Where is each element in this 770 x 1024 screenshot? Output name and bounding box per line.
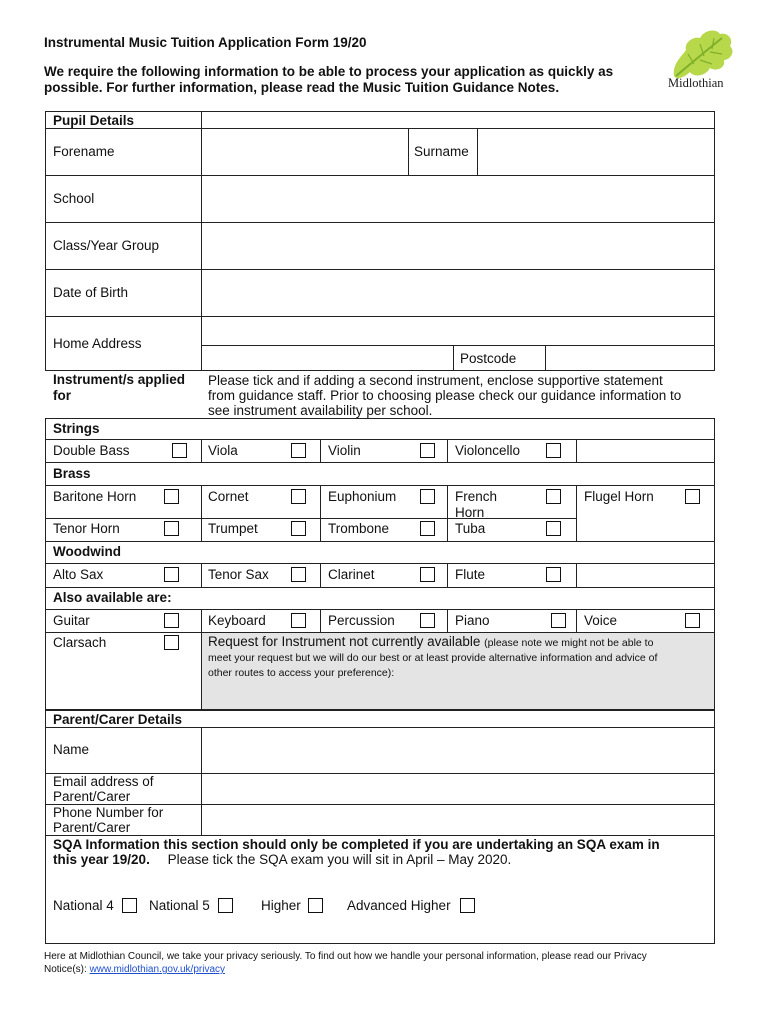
intro-line-2: possible. For further information, please read the Music Tuition Guidance Notes. (44, 80, 560, 95)
parent-name-label: Name (53, 742, 90, 757)
national-5-label: National 5 (149, 898, 210, 913)
piano-label: Piano (455, 613, 490, 628)
forename-field[interactable] (203, 130, 406, 174)
home-address-field[interactable] (203, 318, 713, 344)
privacy-footer (44, 950, 704, 976)
instrument-label-line-1: Instrument/s applied (53, 372, 186, 387)
percussion-label: Percussion (328, 613, 395, 628)
violin-label: Violin (328, 443, 361, 458)
divider (45, 269, 715, 270)
flugel-horn-checkbox[interactable] (685, 489, 700, 504)
sqa-heading-line-1: SQA Information this section should only be completed if you are undertaking an SQA exam in (53, 837, 660, 852)
divider (45, 485, 715, 486)
instrument-applied-label (53, 372, 185, 404)
request-main-text: Request for Instrument not currently available (208, 634, 481, 649)
dob-label: Date of Birth (53, 285, 129, 300)
divider (45, 175, 715, 176)
dob-field[interactable] (203, 271, 713, 315)
divider (576, 609, 577, 632)
email-label (53, 774, 154, 804)
divider (453, 345, 454, 371)
clarsach-label: Clarsach (53, 635, 107, 650)
brass-heading: Brass (53, 466, 91, 481)
divider (477, 128, 478, 175)
percussion-checkbox[interactable] (420, 613, 435, 628)
sqa-instruction: Please tick the SQA exam you will sit in April – May 2020. (167, 852, 512, 867)
divider (320, 609, 321, 632)
forename-label: Forename (53, 144, 115, 159)
flute-checkbox[interactable] (546, 567, 561, 582)
cornet-checkbox[interactable] (291, 489, 306, 504)
pupil-details-heading: Pupil Details (53, 113, 135, 128)
divider (320, 563, 321, 587)
violoncello-checkbox[interactable] (546, 443, 561, 458)
trombone-label: Trombone (328, 521, 390, 536)
higher-label: Higher (261, 898, 301, 913)
tenor-sax-label: Tenor Sax (208, 567, 269, 582)
voice-label: Voice (584, 613, 618, 628)
school-label: School (53, 191, 95, 206)
national-4-checkbox[interactable] (122, 898, 137, 913)
advanced-higher-label: Advanced Higher (347, 898, 451, 913)
divider (45, 609, 715, 610)
divider (45, 541, 715, 542)
violoncello-label: Violoncello (455, 443, 521, 458)
email-field[interactable] (203, 775, 713, 803)
intro-text (44, 64, 664, 96)
viola-label: Viola (208, 443, 238, 458)
divider (320, 439, 321, 462)
euphonium-checkbox[interactable] (420, 489, 435, 504)
divider (45, 316, 715, 317)
advanced-higher-checkbox[interactable] (460, 898, 475, 913)
keyboard-label: Keyboard (208, 613, 266, 628)
woodwind-heading: Woodwind (53, 544, 121, 559)
tenor-sax-checkbox[interactable] (291, 567, 306, 582)
divider (201, 485, 202, 541)
guitar-label: Guitar (53, 613, 90, 628)
phone-label (53, 805, 163, 835)
logo-text: Midlothian (668, 76, 724, 90)
divider (201, 727, 202, 835)
instrument-note-line-3: see instrument availability per school. (208, 403, 433, 418)
email-label-line-2: Parent/Carer (53, 789, 131, 804)
sqa-line-2 (53, 852, 511, 868)
trumpet-label: Trumpet (208, 521, 258, 536)
request-text (208, 634, 653, 651)
surname-label: Surname (414, 144, 469, 159)
divider (201, 128, 715, 129)
request-note-2: meet your request but we will do our best or at least provide alternative information and advice of (208, 652, 658, 664)
tenor-horn-checkbox[interactable] (164, 521, 179, 536)
divider (45, 222, 715, 223)
privacy-text: Here at Midlothian Council, we take your privacy seriously. To find out how we handle your personal information, please read our Privacy (44, 951, 647, 962)
alto-sax-checkbox[interactable] (164, 567, 179, 582)
divider (45, 563, 715, 564)
request-note-3: other routes to access your preference): (208, 667, 395, 679)
instrument-label-line-2: for (53, 388, 71, 403)
voice-checkbox[interactable] (685, 613, 700, 628)
french-horn-label (455, 489, 497, 521)
also-available-heading: Also available are: (53, 590, 172, 605)
clarinet-checkbox[interactable] (420, 567, 435, 582)
divider (201, 563, 202, 587)
clarinet-label: Clarinet (328, 567, 375, 582)
divider (45, 835, 715, 836)
surname-field[interactable] (479, 130, 713, 174)
intro-line-1: We require the following information to be able to process your application as quickly as (44, 64, 614, 79)
divider (447, 609, 448, 632)
alto-sax-label: Alto Sax (53, 567, 104, 582)
baritone-horn-checkbox[interactable] (164, 489, 179, 504)
divider (576, 563, 577, 587)
baritone-horn-label: Baritone Horn (53, 489, 137, 504)
double-bass-label: Double Bass (53, 443, 130, 458)
national-4-label: National 4 (53, 898, 114, 913)
french-horn-line-2: Horn (455, 505, 485, 520)
divider (45, 462, 715, 463)
request-note-1: (please note we might not be able to (484, 637, 654, 649)
instrument-note-line-2: from guidance staff. Prior to choosing please check our guidance information to (208, 388, 682, 403)
class-year-label: Class/Year Group (53, 238, 160, 253)
trombone-checkbox[interactable] (420, 521, 435, 536)
flute-label: Flute (455, 567, 486, 582)
privacy-notice-prefix: Notice(s): (44, 964, 87, 975)
divider (45, 518, 577, 519)
postcode-label: Postcode (460, 351, 517, 366)
divider (447, 439, 448, 462)
instrument-note-line-1: Please tick and if adding a second instrument, enclose supportive statement (208, 373, 663, 388)
divider (576, 439, 577, 462)
cornet-label: Cornet (208, 489, 249, 504)
piano-checkbox[interactable] (551, 613, 566, 628)
home-address-label: Home Address (53, 336, 142, 351)
sqa-year: this year 19/20. (53, 852, 150, 867)
french-horn-checkbox[interactable] (546, 489, 561, 504)
divider (545, 345, 546, 371)
divider (201, 439, 202, 462)
tuba-label: Tuba (455, 521, 486, 536)
privacy-notice-line (44, 963, 704, 976)
guitar-checkbox[interactable] (164, 613, 179, 628)
divider (320, 485, 321, 541)
postcode-field[interactable] (547, 347, 713, 370)
violin-checkbox[interactable] (420, 443, 435, 458)
divider (201, 111, 202, 371)
viola-checkbox[interactable] (291, 443, 306, 458)
instrument-note (208, 373, 681, 418)
french-horn-line-1: French (455, 489, 498, 504)
euphonium-label: Euphonium (328, 489, 397, 504)
school-field[interactable] (203, 177, 713, 221)
higher-checkbox[interactable] (308, 898, 323, 913)
parent-name-field[interactable] (203, 729, 713, 772)
strings-heading: Strings (53, 421, 100, 436)
divider (447, 485, 448, 541)
phone-label-line-2: Parent/Carer (53, 820, 131, 835)
divider (45, 439, 715, 440)
phone-field[interactable] (203, 806, 713, 834)
email-label-line-1: Email address of (53, 774, 154, 789)
class-year-field[interactable] (203, 224, 713, 268)
divider (45, 587, 715, 588)
clarsach-checkbox[interactable] (164, 635, 179, 650)
tenor-horn-label: Tenor Horn (53, 521, 120, 536)
divider (447, 563, 448, 587)
divider (45, 727, 715, 728)
divider (201, 345, 715, 346)
tuba-checkbox[interactable] (546, 521, 561, 536)
flugel-horn-label: Flugel Horn (584, 489, 654, 504)
divider (576, 485, 577, 541)
privacy-link[interactable]: www.midlothian.gov.uk/privacy (89, 964, 226, 975)
phone-label-line-1: Phone Number for (53, 805, 164, 820)
double-bass-checkbox[interactable] (172, 443, 187, 458)
national-5-checkbox[interactable] (218, 898, 233, 913)
divider (408, 128, 409, 175)
form-title: Instrumental Music Tuition Application Form 19/20 (44, 35, 367, 50)
parent-details-heading: Parent/Carer Details (53, 712, 183, 727)
trumpet-checkbox[interactable] (291, 521, 306, 536)
keyboard-checkbox[interactable] (291, 613, 306, 628)
